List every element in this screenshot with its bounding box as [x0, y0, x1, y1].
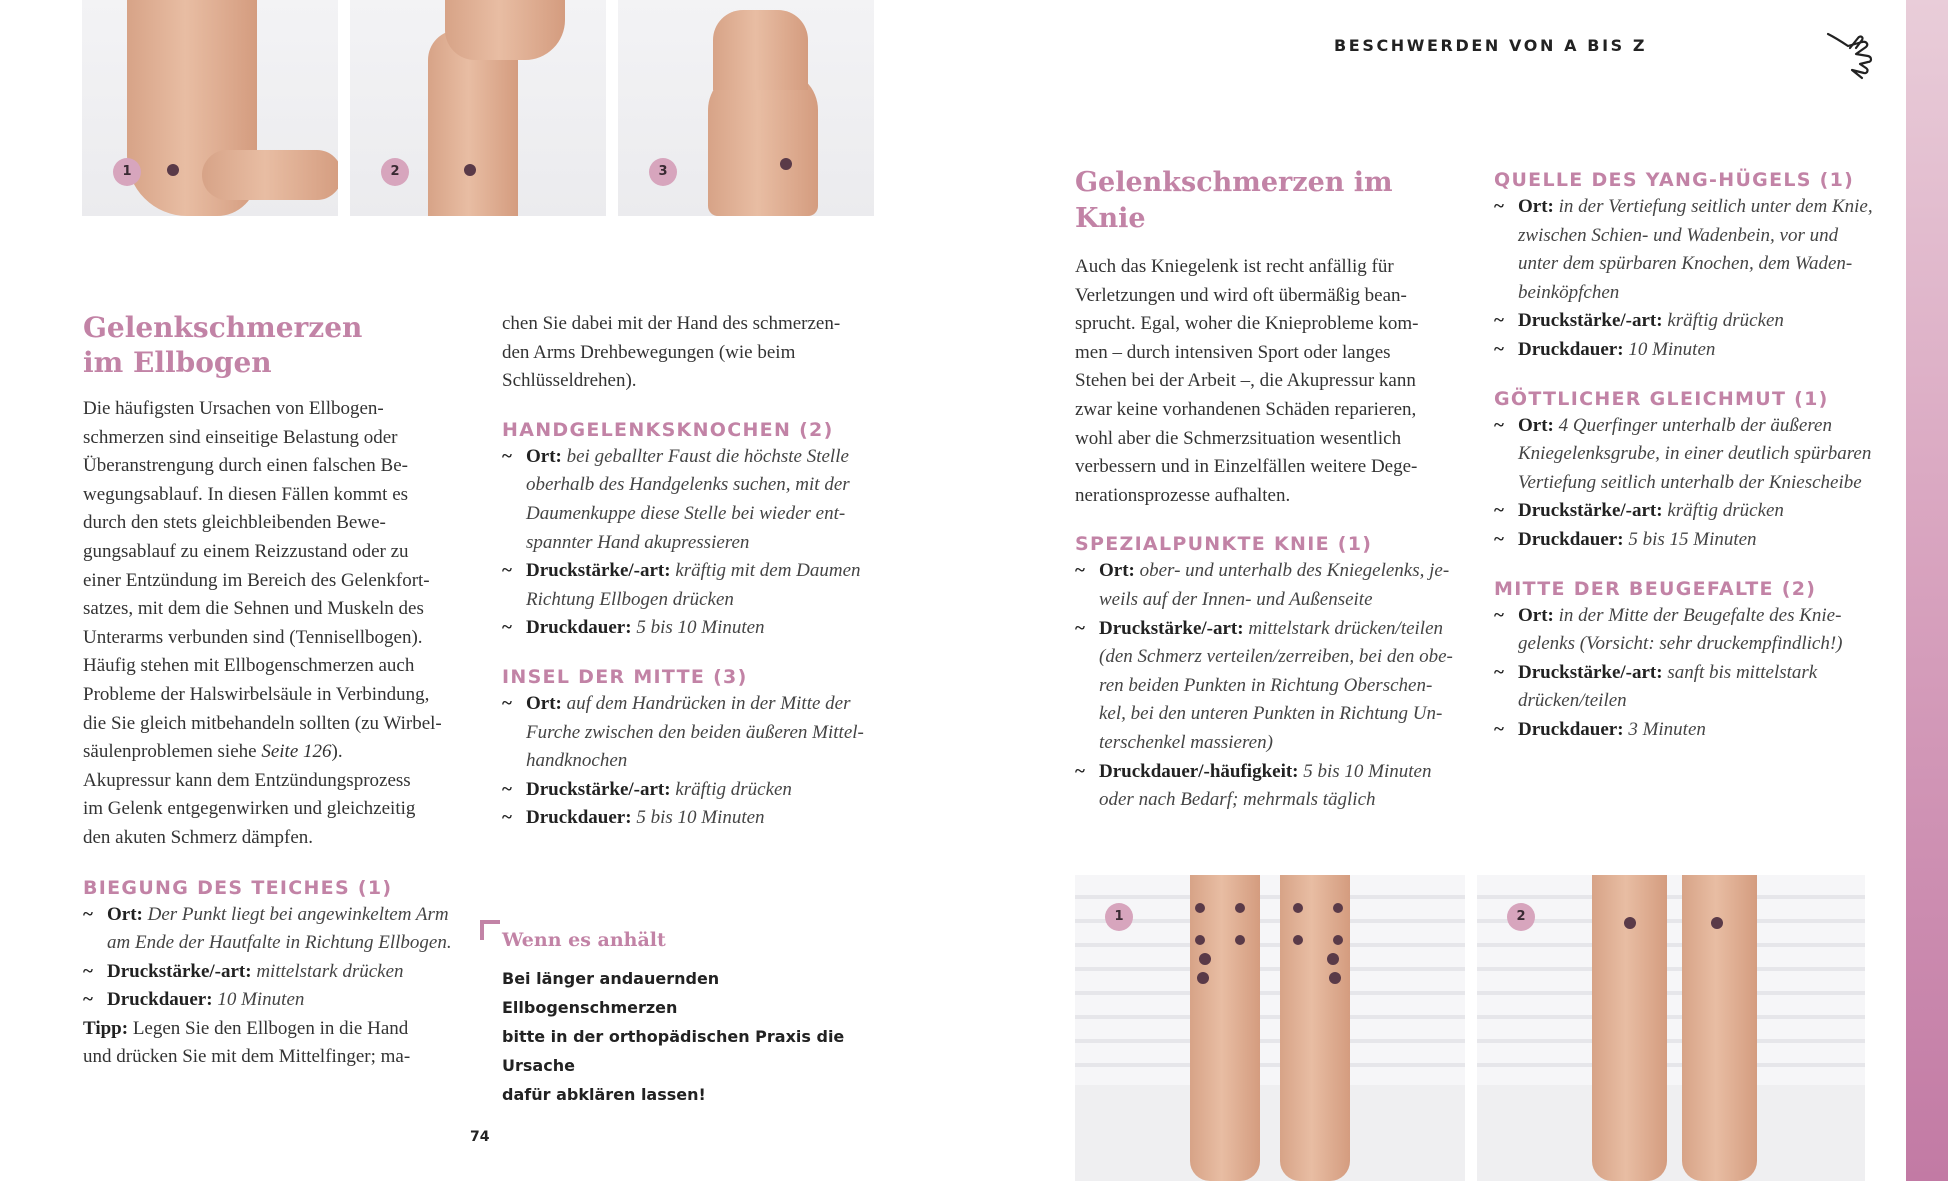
point-detail-item — [83, 986, 473, 1015]
text-line: den Arms Drehbewegungen (wie beim — [502, 341, 796, 363]
acupressure-point-dot — [1293, 903, 1303, 913]
text-line: verbessern und in Einzelfällen weitere Dege- — [1075, 456, 1418, 478]
palm-shape — [708, 70, 818, 216]
text-line: Unterarms verbunden sind (Tennisellbogen). — [83, 626, 423, 648]
text-line: bitte in der orthopädischen Praxis die Ursache — [502, 1027, 845, 1075]
point-detail-item — [1494, 497, 1894, 526]
text-line: im Gelenk entgegenwirken und gleichzeitig — [83, 798, 416, 820]
elbow-column-1 — [83, 310, 473, 1072]
detail-text: spannter Hand akupressieren — [526, 531, 750, 553]
page-edge-color-bar — [1906, 0, 1948, 1181]
text-line: Schlüsseldrehen). — [502, 370, 637, 392]
tilde-bullet-icon: ~ — [502, 617, 512, 639]
point-detail-item — [1494, 336, 1894, 365]
text-line: Häufig stehen mit Ellbogenschmerzen auch — [83, 655, 415, 677]
tilde-bullet-icon: ~ — [83, 960, 93, 982]
detail-label: Ort: — [1099, 560, 1135, 582]
detail-text: in der Mitte der Beugefalte des Knie- — [1553, 604, 1842, 626]
photo-number-badge: 2 — [381, 158, 409, 186]
section-header: BESCHWERDEN VON A BIS Z — [1334, 36, 1648, 55]
detail-text: kräftig drücken — [1662, 310, 1784, 332]
tip-paragraph — [83, 1015, 473, 1072]
point-heading: MITTE DER BEUGEFALTE (2) — [1494, 577, 1817, 600]
hand-icon — [1822, 24, 1876, 80]
point-details-list — [502, 443, 887, 643]
detail-text: Furche zwischen den beiden äußeren Mittel- — [526, 721, 864, 743]
acupressure-point-dot — [464, 164, 476, 176]
tilde-bullet-icon: ~ — [502, 560, 512, 582]
detail-label: Ort: — [1518, 196, 1554, 217]
text-line: einer Entzündung im Bereich des Gelenkfort- — [83, 569, 430, 591]
point-detail-item — [1494, 412, 1894, 498]
detail-text: auf dem Handrücken in der Mitte der — [561, 692, 851, 714]
tilde-bullet-icon: ~ — [1494, 661, 1504, 683]
knee-column-1 — [1075, 165, 1465, 815]
detail-label: Druckdauer: — [1518, 338, 1624, 360]
text-line: satzes, mit dem die Sehnen und Muskeln des — [83, 598, 424, 620]
detail-label: Druckstärke/-art: — [107, 960, 252, 982]
tilde-bullet-icon: ~ — [1494, 414, 1504, 436]
detail-text: 10 Minuten — [212, 989, 305, 1011]
tilde-bullet-icon: ~ — [502, 778, 512, 800]
point-detail-item — [502, 776, 887, 805]
detail-text: mittelstark drücken — [251, 960, 404, 982]
point-detail-item — [1494, 602, 1894, 659]
text-segment: ). — [331, 741, 343, 763]
text-line: Auch das Kniegelenk ist recht anfällig für — [1075, 256, 1394, 277]
detail-text: kräftig drücken — [1662, 500, 1784, 522]
point-detail-item — [1075, 557, 1465, 614]
title-line: Gelenkschmerzen — [83, 311, 363, 344]
detail-text: Daumenkuppe diese Stelle bei wieder ent- — [526, 502, 846, 524]
point-heading: INSEL DER MITTE (3) — [502, 665, 748, 688]
text-line: Akupressur kann dem Entzündungsprozess — [83, 769, 411, 791]
detail-text: 4 Querfinger unterhalb der äußeren — [1553, 414, 1832, 436]
acupressure-point-dot — [1711, 917, 1723, 929]
forearm-shape — [202, 150, 338, 200]
elbow-column-2 — [502, 310, 887, 833]
text-line: wohl aber die Schmerzsituation wesentlich — [1075, 427, 1402, 449]
detail-label: Druckstärke/-art: — [1518, 661, 1663, 683]
tilde-bullet-icon: ~ — [83, 989, 93, 1011]
floor-shape — [1477, 1085, 1865, 1181]
detail-label: Druckdauer: — [526, 807, 632, 829]
detail-text: 5 bis 15 Minuten — [1623, 528, 1757, 550]
acupressure-point-dot — [1293, 935, 1303, 945]
point-detail-item — [1494, 716, 1894, 745]
point-detail-item — [502, 614, 887, 643]
acupressure-point-dot — [1624, 917, 1636, 929]
detail-text: drücken/teilen — [1518, 690, 1627, 712]
photo-wrist — [350, 0, 606, 216]
detail-text: ren beiden Punkten in Richtung Oberschen- — [1099, 674, 1433, 696]
point-detail-item — [83, 901, 473, 958]
acupressure-point-dot — [1333, 935, 1343, 945]
detail-text: 3 Minuten — [1623, 718, 1706, 740]
point-heading: GÖTTLICHER GLEICHMUT (1) — [1494, 387, 1829, 410]
text-line: durch den stets gleichbleibenden Bewe- — [83, 512, 386, 534]
detail-label: Druckdauer: — [1518, 718, 1624, 740]
point-heading: QUELLE DES YANG-HÜGELS (1) — [1494, 169, 1855, 191]
tilde-bullet-icon: ~ — [502, 807, 512, 829]
section-title-knee: Gelenkschmerzen im Knie — [1075, 167, 1393, 234]
tilde-bullet-icon: ~ — [1075, 760, 1085, 782]
photo-back-of-hand — [618, 0, 874, 216]
detail-text: terschenkel massieren) — [1099, 731, 1273, 753]
photo-upper-arm — [82, 0, 338, 216]
callout-title: Wenn es anhält — [502, 929, 666, 951]
detail-label: Ort: — [526, 445, 562, 467]
detail-text: bei geballter Faust die höchste Stelle — [561, 445, 849, 467]
point-details-list — [1494, 602, 1894, 745]
detail-text: sanft bis mittelstark — [1662, 661, 1818, 683]
knee-intro — [1075, 253, 1465, 510]
tilde-bullet-icon: ~ — [1075, 560, 1085, 582]
detail-text: Vertiefung seitlich unterhalb der Kniescheibe — [1518, 471, 1862, 493]
tip-text: und drücken Sie mit dem Mittelfinger; ma- — [83, 1046, 411, 1068]
text-line: sprucht. Egal, woher die Knieprobleme kom- — [1075, 313, 1419, 335]
text-line: zwar keine vorhandenen Schäden reparieren, — [1075, 398, 1417, 420]
tilde-bullet-icon: ~ — [1494, 528, 1504, 550]
text-line: dafür abklären lassen! — [502, 1085, 706, 1104]
detail-text: kel, bei den unteren Punkten in Richtung Un- — [1099, 703, 1443, 725]
tilde-bullet-icon: ~ — [1494, 196, 1504, 217]
detail-text: Kniegelenksgrube, in einer deutlich spürbaren — [1518, 443, 1872, 465]
tilde-bullet-icon: ~ — [502, 445, 512, 467]
text-line: Überanstrengung durch einen falschen Be- — [83, 455, 408, 477]
acupressure-point-dot — [1199, 953, 1211, 965]
photo-number-badge: 3 — [649, 158, 677, 186]
detail-label: Druckstärke/-art: — [1518, 500, 1663, 522]
tip-text: Legen Sie den Ellbogen in die Hand — [128, 1017, 409, 1039]
acupressure-point-dot — [1195, 935, 1205, 945]
detail-text: mittelstark drücken/teilen — [1243, 617, 1444, 639]
text-line: nerationsprozesse aufhalten. — [1075, 484, 1291, 506]
tilde-bullet-icon: ~ — [1494, 310, 1504, 332]
point-heading: SPEZIALPUNKTE KNIE (1) — [1075, 533, 1373, 556]
text-line: Die häufigsten Ursachen von Ellbogen- — [83, 398, 384, 419]
detail-text: beinköpfchen — [1518, 281, 1620, 303]
text-segment: säulenproblemen siehe — [83, 741, 262, 763]
acupressure-point-dot — [1235, 903, 1245, 913]
point-heading: HANDGELENKSKNOCHEN (2) — [502, 418, 834, 441]
point-details-list — [83, 901, 473, 1015]
text-line: chen Sie dabei mit der Hand des schmerzen- — [502, 313, 841, 334]
detail-label: Ort: — [1518, 414, 1554, 436]
text-line: Probleme der Halswirbelsäule in Verbindung, — [83, 683, 430, 705]
acupressure-point-dot — [1327, 953, 1339, 965]
detail-label: Ort: — [526, 692, 562, 714]
tilde-bullet-icon: ~ — [1494, 604, 1504, 626]
title-line: im Ellbogen — [83, 346, 272, 379]
detail-text: 5 bis 10 Minuten — [1298, 760, 1432, 782]
page-number: 74 — [470, 1129, 490, 1145]
tilde-bullet-icon: ~ — [502, 692, 512, 714]
section-title-elbow — [83, 310, 473, 380]
photo-number-badge: 1 — [113, 158, 141, 186]
tilde-bullet-icon: ~ — [1494, 338, 1504, 360]
detail-text: 5 bis 10 Minuten — [631, 617, 765, 639]
callout-text — [502, 964, 890, 1109]
point-details-list — [1494, 412, 1894, 555]
detail-label: Druckdauer: — [1518, 528, 1624, 550]
detail-label: Druckstärke/-art: — [526, 778, 671, 800]
text-line: Verletzungen und wird oft übermäßig bean- — [1075, 284, 1407, 306]
page-reference-link[interactable]: Seite 126 — [261, 741, 332, 763]
tilde-bullet-icon: ~ — [1075, 617, 1085, 639]
point-detail-item — [1494, 307, 1894, 336]
acupressure-point-dot — [1197, 972, 1209, 984]
text-line: Bei länger andauernden Ellbogenschmerzen — [502, 969, 720, 1017]
hand-shape — [445, 0, 565, 60]
right-leg-shape — [1280, 875, 1350, 1181]
tilde-bullet-icon: ~ — [1494, 718, 1504, 740]
text-line: men – durch intensiven Sport oder langes — [1075, 341, 1391, 363]
acupressure-point-dot — [1333, 903, 1343, 913]
photo-number-badge: 1 — [1105, 903, 1133, 931]
detail-label: Druckdauer: — [107, 989, 213, 1011]
point-details-list — [1494, 193, 1894, 365]
acupressure-point-dot — [780, 158, 792, 170]
detail-label: Druckstärke/-art: — [526, 560, 671, 582]
point-detail-item — [502, 804, 887, 833]
text-line: schmerzen sind einseitige Belastung oder — [83, 426, 398, 448]
detail-text: ober- und unterhalb des Kniegelenks, je- — [1134, 560, 1450, 582]
acupressure-point-dot — [1329, 972, 1341, 984]
acupressure-point-dot — [167, 164, 179, 176]
point-detail-item — [1075, 615, 1465, 758]
detail-text: unter dem spürbaren Knochen, dem Waden- — [1518, 253, 1853, 275]
detail-text: am Ende der Hautfalte in Richtung Ellbogen. — [107, 932, 452, 954]
point-details-list — [1075, 557, 1465, 814]
point-detail-item — [1494, 659, 1894, 716]
detail-text: zwischen Schien- und Wadenbein, vor und — [1518, 224, 1839, 246]
photo-legs-front — [1075, 875, 1465, 1181]
tilde-bullet-icon: ~ — [1494, 500, 1504, 522]
acupressure-point-dot — [1235, 935, 1245, 945]
point-heading: BIEGUNG DES TEICHES (1) — [83, 876, 393, 899]
tip-label: Tipp: — [83, 1017, 129, 1039]
point-detail-item — [502, 557, 887, 614]
floor-shape — [1075, 1085, 1465, 1181]
detail-label: Ort: — [107, 903, 143, 925]
left-leg-shape — [1190, 875, 1260, 1181]
detail-label: Druckdauer/-häufigkeit: — [1099, 760, 1299, 782]
point-detail-item — [1075, 758, 1465, 815]
photo-legs-back — [1477, 875, 1865, 1181]
corner-bracket-icon — [480, 920, 500, 940]
tilde-bullet-icon: ~ — [83, 903, 93, 925]
detail-text: oder nach Bedarf; mehrmals täglich — [1099, 789, 1376, 811]
detail-text: Der Punkt liegt bei angewinkeltem Arm — [142, 903, 449, 925]
detail-text: 5 bis 10 Minuten — [631, 807, 765, 829]
detail-text: Richtung Ellbogen drücken — [526, 588, 734, 610]
point-detail-item — [502, 690, 887, 776]
detail-text: oberhalb des Handgelenks suchen, mit der — [526, 474, 850, 496]
acupressure-point-dot — [1195, 903, 1205, 913]
continuation-paragraph — [502, 310, 887, 396]
point-detail-item — [1494, 526, 1894, 555]
photo-number-badge: 2 — [1507, 903, 1535, 931]
detail-text: kräftig drücken — [670, 778, 792, 800]
detail-text: weils auf der Innen- und Außenseite — [1099, 588, 1373, 610]
detail-text: handknochen — [526, 750, 628, 772]
fingers-shape — [713, 10, 808, 90]
detail-label: Druckstärke/-art: — [1099, 617, 1244, 639]
point-detail-item — [1494, 193, 1894, 307]
detail-text: in der Vertiefung seitlich unter dem Knie, — [1553, 196, 1873, 217]
point-detail-item — [83, 958, 473, 987]
text-line: den akuten Schmerz dämpfen. — [83, 826, 314, 848]
detail-text: kräftig mit dem Daumen — [670, 560, 861, 582]
detail-label: Druckdauer: — [526, 617, 632, 639]
detail-label: Ort: — [1518, 604, 1554, 626]
text-line: die Sie gleich mitbehandeln sollten (zu Wirbel- — [83, 712, 442, 734]
knee-column-2 — [1494, 167, 1894, 745]
elbow-intro — [83, 395, 473, 853]
text-line: wegungsablauf. In diesen Fällen kommt es — [83, 483, 409, 505]
point-details-list — [502, 690, 887, 833]
detail-text: (den Schmerz verteilen/zerreiben, bei den obe- — [1099, 646, 1453, 668]
text-line: Stehen bei der Arbeit –, die Akupressur kann — [1075, 370, 1416, 392]
detail-text: gelenks (Vorsicht: sehr druckempfindlich!) — [1518, 633, 1843, 655]
detail-label: Druckstärke/-art: — [1518, 310, 1663, 332]
detail-text: 10 Minuten — [1623, 338, 1716, 360]
point-detail-item — [502, 443, 887, 557]
text-line — [83, 738, 473, 767]
callout-box — [480, 920, 890, 1109]
text-line: gungsablauf zu einem Reizzustand oder zu — [83, 540, 409, 562]
